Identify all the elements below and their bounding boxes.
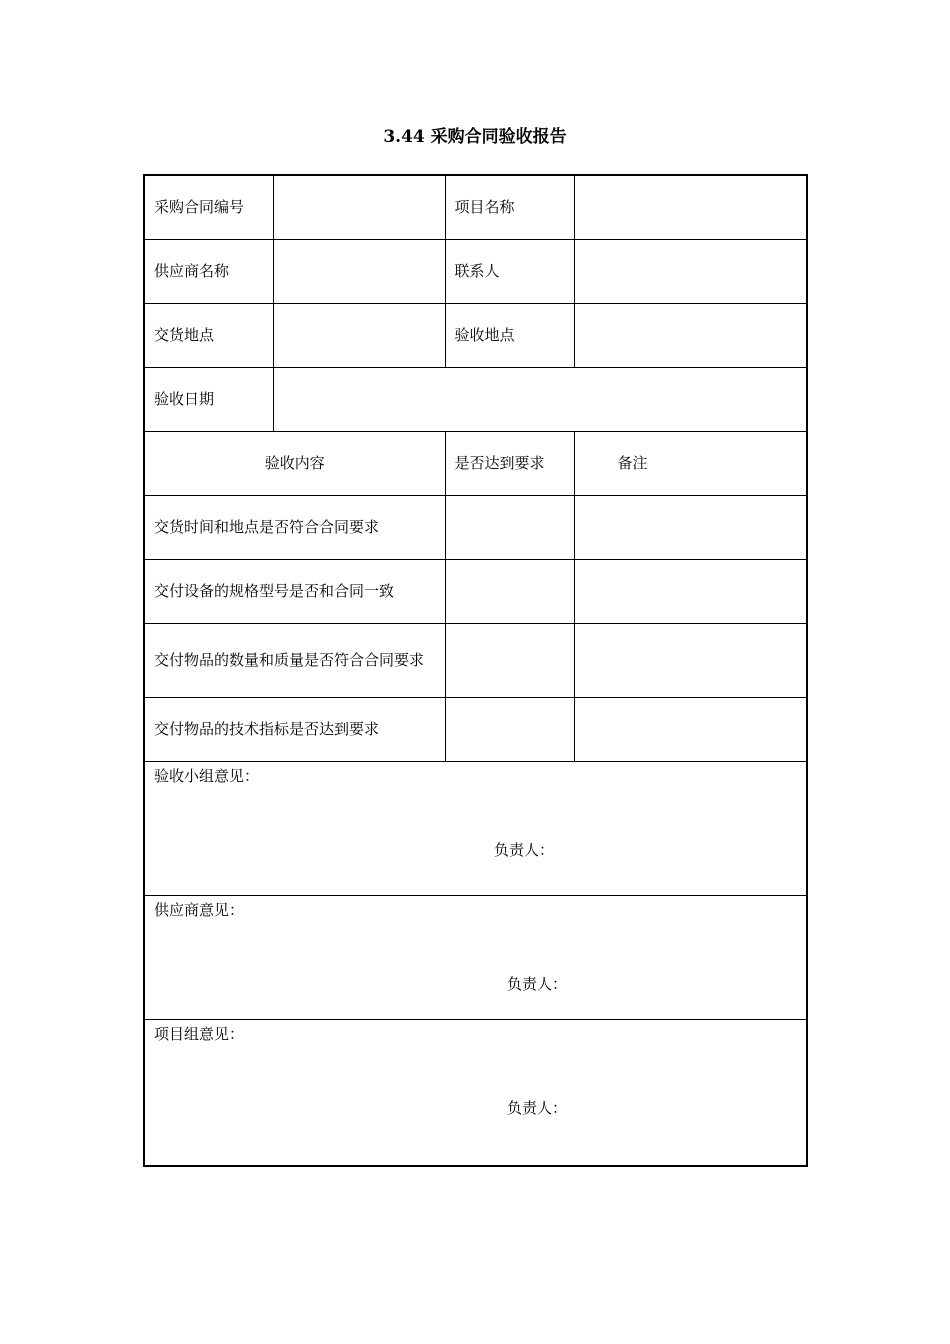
contract-no-label: 采购合同编号 xyxy=(144,175,273,240)
acceptance-place-label: 验收地点 xyxy=(445,304,574,368)
criteria-met-field[interactable] xyxy=(445,698,574,762)
project-name-label: 项目名称 xyxy=(445,175,574,240)
acceptance-team-opinion-field[interactable] xyxy=(144,762,807,896)
acceptance-date-field[interactable] xyxy=(273,368,807,432)
project-team-opinion-label: 项目组意见： xyxy=(154,1025,245,1043)
page-title: 3.44 采购合同验收报告 xyxy=(383,127,567,147)
criteria-met-field[interactable] xyxy=(445,560,574,624)
criteria-header-row xyxy=(144,432,807,496)
criteria-content: 交付物品的数量和质量是否符合合同要求 xyxy=(144,624,445,698)
opinion-row xyxy=(144,1020,807,1167)
contact-label: 联系人 xyxy=(445,240,574,304)
opinion-row xyxy=(144,896,807,1020)
criteria-met-field[interactable] xyxy=(445,496,574,560)
contract-no-field[interactable] xyxy=(273,175,445,240)
table-row xyxy=(144,368,807,432)
table-row xyxy=(144,175,807,240)
header-note: 备注 xyxy=(617,454,648,472)
supplier-sign-label: 负责人： xyxy=(507,975,568,993)
header-content: 验收内容 xyxy=(144,432,445,496)
criteria-row xyxy=(144,698,807,762)
criteria-note-field[interactable] xyxy=(574,624,807,698)
acceptance-team-opinion-label: 验收小组意见： xyxy=(154,767,260,785)
supplier-name-label: 供应商名称 xyxy=(144,240,273,304)
contact-field[interactable] xyxy=(574,240,807,304)
header-met: 是否达到要求 xyxy=(445,432,574,496)
criteria-note-field[interactable] xyxy=(574,560,807,624)
criteria-content: 交付物品的技术指标是否达到要求 xyxy=(144,698,445,762)
opinion-row xyxy=(144,762,807,896)
acceptance-date-label: 验收日期 xyxy=(144,368,273,432)
criteria-row xyxy=(144,560,807,624)
table-row xyxy=(144,304,807,368)
supplier-name-field[interactable] xyxy=(273,240,445,304)
project-name-field[interactable] xyxy=(574,175,807,240)
criteria-row xyxy=(144,624,807,698)
header-note-cell xyxy=(574,432,807,496)
delivery-place-label: 交货地点 xyxy=(144,304,273,368)
criteria-row xyxy=(144,496,807,560)
project-team-opinion-field[interactable] xyxy=(144,1020,807,1167)
acceptance-team-sign-label: 负责人： xyxy=(494,841,555,859)
table-row xyxy=(144,240,807,304)
acceptance-report-table xyxy=(143,174,808,1167)
criteria-note-field[interactable] xyxy=(574,698,807,762)
criteria-content: 交付设备的规格型号是否和合同一致 xyxy=(144,560,445,624)
criteria-content: 交货时间和地点是否符合合同要求 xyxy=(144,496,445,560)
project-team-sign-label: 负责人： xyxy=(507,1099,568,1117)
criteria-note-field[interactable] xyxy=(574,496,807,560)
supplier-opinion-label: 供应商意见： xyxy=(154,901,245,919)
supplier-opinion-field[interactable] xyxy=(144,896,807,1020)
criteria-met-field[interactable] xyxy=(445,624,574,698)
acceptance-place-field[interactable] xyxy=(574,304,807,368)
delivery-place-field[interactable] xyxy=(273,304,445,368)
